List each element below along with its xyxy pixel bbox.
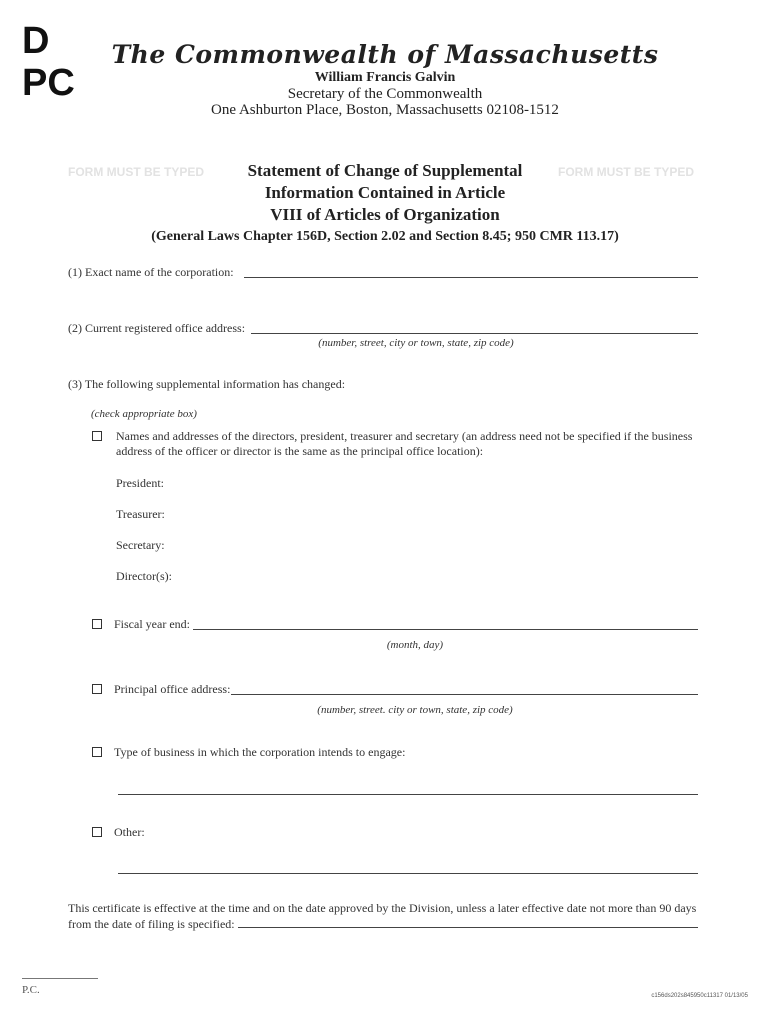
secretary-name: William Francis Galvin — [314, 70, 456, 85]
effective-line2: from the date of filing is specified: — [68, 917, 235, 931]
form-title-line1: Statement of Change of Supplemental — [247, 161, 523, 180]
president-label: President: — [116, 476, 164, 490]
field-3-hint: (check appropriate box) — [91, 408, 197, 420]
secretary-label: Secretary: — [116, 538, 165, 552]
field-2-hint: (number, street, city or town, state, zip code) — [318, 337, 514, 349]
field-1-label: (1) Exact name of the corporation: — [68, 265, 234, 279]
commonwealth-title: The Commonwealth of Massachusetts — [111, 40, 659, 69]
effective-date-line[interactable] — [238, 927, 698, 928]
principal-office-label: Principal office address: — [114, 682, 231, 696]
principal-office-line[interactable] — [231, 694, 698, 695]
names-addresses-line2: address of the officer or director is the same as the principal office location): — [116, 444, 484, 458]
principal-office-hint: (number, street. city or town, state, zip code) — [317, 704, 513, 716]
corner-stamp-line2: PC — [22, 62, 75, 104]
corporation-name-line[interactable] — [244, 277, 698, 278]
fiscal-year-checkbox[interactable] — [92, 619, 102, 629]
other-checkbox[interactable] — [92, 827, 102, 837]
footer-rule — [22, 978, 98, 979]
names-addresses-text — [116, 429, 692, 459]
corner-stamp — [22, 20, 75, 104]
other-label: Other: — [114, 825, 145, 839]
secretary-title: Secretary of the Commonwealth — [287, 86, 483, 102]
footer-form-code: c156ds202s845950c11317 01/13/05 — [651, 993, 748, 999]
principal-office-checkbox[interactable] — [92, 684, 102, 694]
form-title — [200, 160, 570, 226]
fiscal-year-line[interactable] — [193, 629, 698, 630]
business-type-label: Type of business in which the corporation intends to engage: — [114, 745, 406, 759]
footer-pc: P.C. — [22, 984, 40, 996]
business-type-checkbox[interactable] — [92, 747, 102, 757]
treasurer-label: Treasurer: — [116, 507, 165, 521]
directors-label: Director(s): — [116, 569, 172, 583]
effective-line1: This certificate is effective at the time and on the date approved by the Division, unless a later effective date not more than 90 days — [68, 901, 697, 915]
names-addresses-line1: Names and addresses of the directors, president, treasurer and secretary (an address need not be specified if the business — [116, 429, 693, 443]
office-address: One Ashburton Place, Boston, Massachusetts 02108-1512 — [211, 102, 559, 118]
names-addresses-checkbox[interactable] — [92, 431, 102, 441]
corner-stamp-line1: D — [22, 20, 50, 62]
registered-office-line[interactable] — [251, 333, 698, 334]
field-2-label: (2) Current registered office address: — [68, 321, 246, 335]
form-must-be-typed-left: FORM MUST BE TYPED — [68, 165, 205, 179]
form-title-line2: Information Contained in Article — [264, 183, 506, 202]
business-type-line[interactable] — [118, 794, 698, 795]
form-must-be-typed-right: FORM MUST BE TYPED — [558, 165, 695, 179]
form-subtitle: (General Laws Chapter 156D, Section 2.02 and Section 8.45; 950 CMR 113.17) — [151, 229, 619, 244]
form-title-line3: VIII of Articles of Organization — [270, 205, 500, 224]
other-line[interactable] — [118, 873, 698, 874]
field-3-label: (3) The following supplemental information has changed: — [68, 377, 346, 391]
fiscal-year-hint: (month, day) — [386, 639, 444, 651]
fiscal-year-label: Fiscal year end: — [114, 617, 190, 631]
